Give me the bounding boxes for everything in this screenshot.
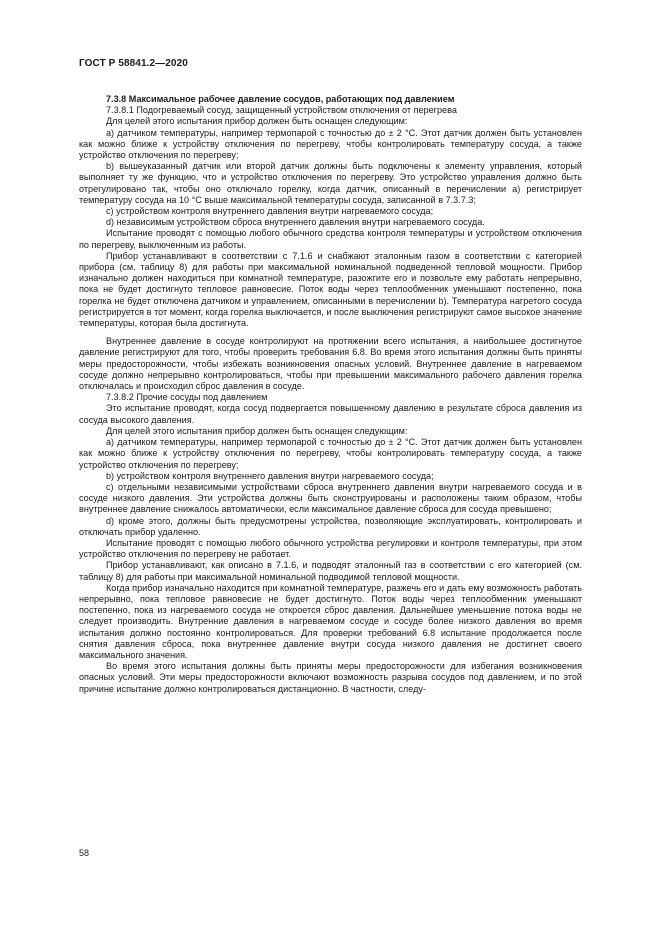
paragraph: Во время этого испытания должны быть приняты меры предосторожности для избегания возникновения опасных условий. Эти меры предосторожности включают возможность разрыва сосудов под давлением, и по этой причине испытание должно контролироваться дистанционно. В частности, следу- xyxy=(79,661,582,694)
list-item-a: a) датчиком температуры, например термопарой с точностью до ± 2 °C. Этот датчик должен быть установлен как можно ближе к устройству отключения по перегреву, чтобы контролировать температуру сосуда, а также устройство отключения по перегреву; xyxy=(79,437,582,470)
paragraph: Прибор устанавливают в соответствии с 7.1.6 и снабжают эталонным газом в соответствии с категорией прибора (см. таблицу 8) для работы при максимальной номинальной подведенной тепловой мощности. Прибор изначально должен находиться при комнатной температуре, разожгите его и позвольте ему работать непрерывно, пока не будет достигнуто тепловое равновесие. Поток воды через теплообменник уменьшают постепенно, пока горелка не будет отключена датчиком и управлением, описанными в перечислении b). Температура нагретого сосуда регистрируется в тот момент, когда горелка выключается, и после выключения регистрируют самое высокое значение температуры, которая была достигнута. xyxy=(79,250,582,329)
list-item-c: c) устройством контроля внутреннего давления внутри нагреваемого сосуда; xyxy=(106,206,434,217)
list-item-a: a) датчиком температуры, например термопарой с точностью до ± 2 °C. Этот датчик должен быть установлен как можно ближе к устройству отключения по перегреву, чтобы контролировать температуру сосуда, а также устройство отключения по перегреву; xyxy=(79,127,582,161)
document-standard-header: ГОСТ Р 58841.2—2020 xyxy=(79,58,188,69)
list-item-c: c) отдельными независимыми устройствами сброса внутреннего давления внутри нагреваемого сосуда и в сосуде низкого давления. Эти устройства должны быть сконструированы и расположены таким образом, чтобы внутреннее давление снижалось автоматически, если максимальное давление сброса для сосуда превышено; xyxy=(79,481,582,515)
paragraph: Испытание проводят с помощью любого обычного устройства регулировки и контроля температуры, при этом устройство отключения по перегреву не работает. xyxy=(79,537,582,560)
paragraph: Для целей этого испытания прибор должен быть оснащен следующим: xyxy=(106,116,408,127)
paragraph: Это испытание проводят, когда сосуд подвергается повышенному давлению в результате сброса давления из сосуда высокого давления. xyxy=(79,403,582,425)
subsection-heading-7-3-8-1: 7.3.8.1 Подогреваемый сосуд, защищенный устройством отключения от перегрева xyxy=(106,105,457,116)
paragraph: Для целей этого испытания прибор должен быть оснащен следующим: xyxy=(106,425,408,436)
paragraph: Прибор устанавливают, как описано в 7.1.6, и подводят эталонный газ в соответствии с его категорией (см. таблицу 8) для работы при максимальной номинальной подводимой тепловой мощности. xyxy=(79,560,582,582)
list-item-d: d) кроме этого, должны быть предусмотрены устройства, позволяющие эксплуатировать, контролировать и отключать прибор удаленно. xyxy=(79,515,582,537)
paragraph: Когда прибор изначально находится при комнатной температуре, разжечь его и дать ему возможность работать непрерывно, пока тепловое равновесие не будет достигнуто. Поток воды через теплообменник уменьшают постепенно, пока из нагреваемого сосуда не откроется сброс давления. Дальнейшее уменьшение потока воды не следует производить. Внутренние давления в нагреваемом сосуде и сосуде более низкого давления во время испытания должно постоянно контролироваться. Для проверки требований 6.8 испытание продолжается после снятия давления сброса, пока внутреннее давление внутри сосуда низкого давления не достигнет своего максимального значения. xyxy=(79,582,582,660)
document-body xyxy=(79,94,582,695)
list-item-d: d) независимым устройством сброса внутреннего давления внутри нагреваемого сосуда. xyxy=(106,217,485,228)
subsection-heading-7-3-8-2: 7.3.8.2 Прочие сосуды под давлением xyxy=(106,392,268,403)
paragraph: Внутреннее давление в сосуде контролируют на протяжении всего испытания, а наибольшее достигнутое давление регистрируют для того, чтобы проверить требования 6.8. Во время этого испытания должны быть приняты меры предосторожности, чтобы избежать возникновения опасных условий. Внутреннее давление в нагреваемом сосуде должно непрерывно контролироваться, чтобы при превышении максимального рабочего давления горелка отключалась и происходил сброс давления в сосуде. xyxy=(79,336,582,392)
list-item-b: b) вышеуказанный датчик или второй датчик должны быть подключены к элементу управления, который выполняет ту же функцию, что и устройство отключения по перегреву. Это устройство управления должно быть отрегулировано так, чтобы оно отключало горелку, когда датчик, описанный в перечислении a) регистрирует температуру сосуда на 10 °C выше максимальной температуры сосуда, записанной в 7.3.7.3; xyxy=(79,161,582,205)
paragraph: Испытание проводят с помощью любого обычного средства контроля температуры и устройством отключения по перегреву, выключенным из работы. xyxy=(79,228,582,250)
page-number: 58 xyxy=(79,848,90,858)
section-heading-7-3-8: 7.3.8 Максимальное рабочее давление сосудов, работающих под давлением xyxy=(106,94,455,104)
list-item-b: b) устройством контроля внутреннего давления внутри нагреваемого сосуда; xyxy=(106,470,434,481)
